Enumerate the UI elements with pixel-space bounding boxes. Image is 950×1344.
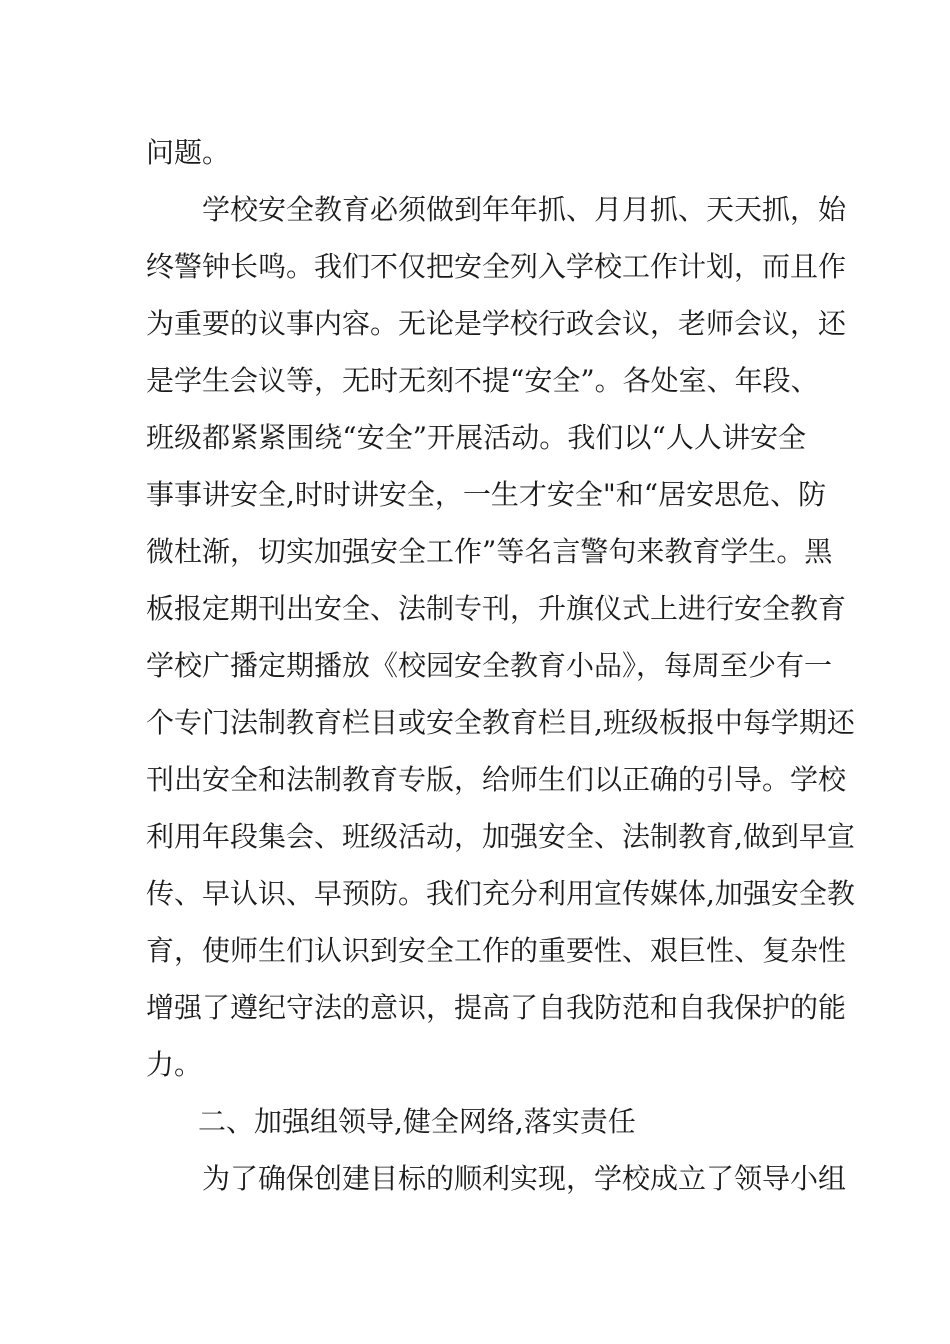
text-line: 力。 bbox=[146, 1048, 203, 1081]
text-line: 终警钟长鸣。我们不仅把安全列入学校工作计划，而且作 bbox=[146, 250, 847, 283]
text-line: 利用年段集会、班级活动，加强安全、法制教育,做到早宣 bbox=[146, 820, 855, 853]
text-line: 是学生会议等，无时无刻不提“安全”。各处室、年段、 bbox=[146, 364, 819, 397]
text-line: 板报定期刊出安全、法制专刊，升旗仪式上进行安全教育 bbox=[146, 592, 847, 625]
text-line: 传、早认识、早预防。我们充分利用宣传媒体,加强安全教 bbox=[146, 877, 855, 910]
paragraph-first-line: 为了确保创建目标的顺利实现，学校成立了领导小组 bbox=[202, 1162, 847, 1195]
body-text bbox=[146, 124, 855, 1207]
text-line: 微杜渐，切实加强安全工作”等名言警句来教育学生。黑 bbox=[146, 535, 833, 568]
text-line: 增强了遵纪守法的意识，提高了自我防范和自我保护的能 bbox=[146, 991, 847, 1024]
text-line: 刊出安全和法制教育专版，给师生们以正确的引导。学校 bbox=[146, 763, 847, 796]
text-line: 个专门法制教育栏目或安全教育栏目,班级板报中每学期还 bbox=[146, 706, 855, 739]
paragraph-first-line: 学校安全教育必须做到年年抓、月月抓、天天抓，始 bbox=[202, 193, 847, 226]
text-line: 问题。 bbox=[146, 136, 231, 169]
text-line: 育，使师生们认识到安全工作的重要性、艰巨性、复杂性 bbox=[146, 934, 847, 967]
text-line: 学校广播定期播放《校园安全教育小品》，每周至少有一 bbox=[146, 649, 833, 682]
section-heading: 二、加强组领导,健全网络,落实责任 bbox=[198, 1105, 636, 1138]
text-line: 为重要的议事内容。无论是学校行政会议，老师会议，还 bbox=[146, 307, 847, 340]
text-line: 事事讲安全,时时讲安全，一生才安全"和“居安思危、防 bbox=[146, 478, 827, 511]
text-line: 班级都紧紧围绕“安全”开展活动。我们以“人人讲安全 bbox=[146, 421, 806, 454]
